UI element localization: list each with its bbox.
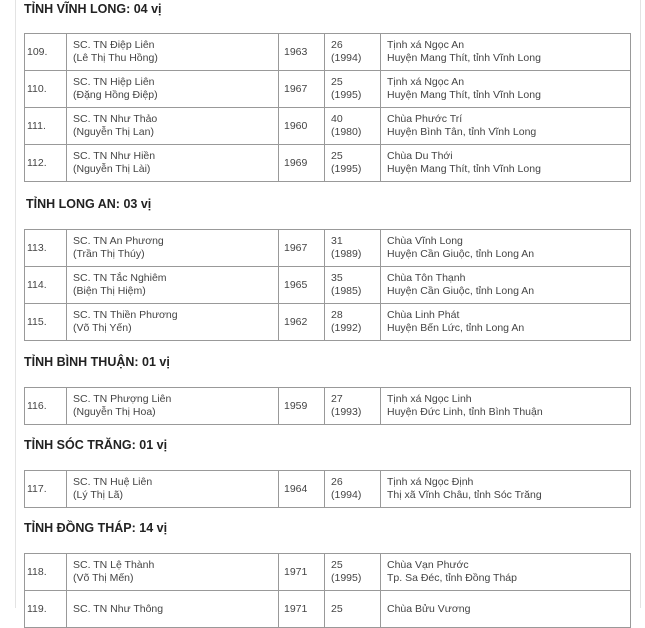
age-cell (325, 304, 381, 341)
lay-name: (Trần Thị Thúy) (73, 248, 145, 260)
nun-name-cell (67, 304, 279, 341)
birth-year: 1967 (279, 71, 325, 108)
nun-name-cell (67, 108, 279, 145)
age-value: 25 (331, 150, 343, 162)
age-cell (325, 71, 381, 108)
age-cell (325, 108, 381, 145)
temple-location: Huyện Bình Tân, tỉnh Vĩnh Long (387, 126, 537, 138)
ordination-year: (1994) (331, 489, 362, 501)
dharma-name: SC. TN Thiền Phương (73, 309, 178, 321)
lay-name: (Võ Thị Yến) (73, 322, 132, 334)
roster-table-dong-thap (24, 553, 631, 628)
ordination-year: (1995) (331, 89, 362, 101)
age-cell (325, 471, 381, 508)
birth-year: 1963 (279, 34, 325, 71)
row-number: 114. (25, 267, 67, 304)
lay-name: (Nguyễn Thị Hoa) (73, 406, 156, 418)
roster-table-vinh-long (24, 33, 631, 182)
age-value: 25 (331, 76, 343, 88)
table-row (25, 591, 631, 628)
temple-name: Chùa Linh Phát (387, 309, 460, 321)
nun-name-cell (67, 267, 279, 304)
ordination-year: (1994) (331, 52, 362, 64)
place-cell (381, 108, 631, 145)
temple-name: Chùa Bửu Vương (387, 602, 471, 615)
lay-name: (Biện Thị Hiệm) (73, 285, 146, 297)
birth-year: 1962 (279, 304, 325, 341)
lay-name: (Nguyễn Thị Lài) (73, 163, 151, 175)
place-cell (381, 554, 631, 591)
age-value: 31 (331, 235, 343, 247)
temple-location: Thị xã Vĩnh Châu, tỉnh Sóc Trăng (387, 489, 542, 501)
place-cell (381, 34, 631, 71)
age-cell (325, 267, 381, 304)
table-row (25, 471, 631, 508)
roster-table-binh-thuan (24, 387, 631, 425)
section-heading-binh-thuan: TỈNH BÌNH THUẬN: 01 vị (24, 355, 170, 369)
dharma-name: SC. TN Điệp Liên (73, 39, 155, 51)
dharma-name: SC. TN Huệ Liên (73, 476, 153, 488)
row-number: 119. (25, 591, 67, 628)
temple-location: Tp. Sa Đéc, tỉnh Đồng Tháp (387, 572, 517, 584)
nun-name-cell (67, 145, 279, 182)
place-cell (381, 145, 631, 182)
birth-year: 1964 (279, 471, 325, 508)
page-left-border (15, 0, 16, 608)
age-cell (325, 230, 381, 267)
place-cell (381, 230, 631, 267)
ordination-year: (1995) (331, 572, 362, 584)
dharma-name: SC. TN Lệ Thành (73, 559, 155, 571)
birth-year: 1971 (279, 554, 325, 591)
nun-name-cell (67, 230, 279, 267)
nun-name-cell (67, 71, 279, 108)
dharma-name: SC. TN Như Thông (73, 602, 164, 615)
birth-year: 1959 (279, 388, 325, 425)
ordination-year: (1993) (331, 406, 362, 418)
nun-name-cell (67, 554, 279, 591)
place-cell (381, 471, 631, 508)
roster-table-soc-trang (24, 470, 631, 508)
section-heading-vinh-long: TỈNH VĨNH LONG: 04 vị (24, 2, 162, 16)
table-row (25, 267, 631, 304)
age-cell (325, 591, 381, 628)
place-cell (381, 388, 631, 425)
temple-location: Huyện Cần Giuộc, tỉnh Long An (387, 248, 535, 260)
row-number: 117. (25, 471, 67, 508)
age-cell (325, 388, 381, 425)
age-cell (325, 554, 381, 591)
nun-name-cell (67, 591, 279, 628)
age-cell (325, 145, 381, 182)
temple-name: Tịnh xá Ngọc Linh (387, 393, 472, 405)
table-row (25, 230, 631, 267)
age-cell (325, 34, 381, 71)
table-row (25, 554, 631, 591)
roster-table-long-an (24, 229, 631, 341)
temple-name: Tịnh xá Ngọc An (387, 39, 465, 51)
section-heading-dong-thap: TỈNH ĐỒNG THÁP: 14 vị (24, 521, 168, 535)
birth-year: 1969 (279, 145, 325, 182)
birth-year: 1967 (279, 230, 325, 267)
temple-name: Chùa Tôn Thạnh (387, 272, 466, 284)
row-number: 113. (25, 230, 67, 267)
row-number: 112. (25, 145, 67, 182)
row-number: 115. (25, 304, 67, 341)
dharma-name: SC. TN Phượng Liên (73, 393, 172, 405)
age-value: 25 (331, 602, 343, 615)
temple-location: Huyện Cần Giuộc, tỉnh Long An (387, 285, 535, 297)
dharma-name: SC. TN Như Thảo (73, 113, 158, 125)
place-cell (381, 304, 631, 341)
place-cell (381, 591, 631, 628)
row-number: 110. (25, 71, 67, 108)
dharma-name: SC. TN Như Hiền (73, 150, 156, 162)
temple-name: Tịnh xá Ngọc An (387, 76, 465, 88)
nun-name-cell (67, 34, 279, 71)
age-value: 25 (331, 559, 343, 571)
temple-name: Tịnh xá Ngọc Định (387, 476, 474, 488)
temple-location: Huyện Đức Linh, tỉnh Bình Thuận (387, 406, 543, 418)
row-number: 111. (25, 108, 67, 145)
temple-name: Chùa Du Thới (387, 150, 453, 162)
ordination-year: (1995) (331, 163, 362, 175)
age-value: 26 (331, 476, 343, 488)
section-heading-soc-trang: TỈNH SÓC TRĂNG: 01 vị (24, 438, 168, 452)
dharma-name: SC. TN Tắc Nghiêm (73, 272, 167, 284)
temple-name: Chùa Vĩnh Long (387, 235, 463, 247)
table-row (25, 145, 631, 182)
temple-location: Huyện Bến Lức, tỉnh Long An (387, 322, 525, 334)
age-value: 28 (331, 309, 343, 321)
table-row (25, 34, 631, 71)
lay-name: (Đặng Hồng Điệp) (73, 89, 158, 101)
ordination-year: (1985) (331, 285, 362, 297)
dharma-name: SC. TN An Phương (73, 235, 164, 247)
birth-year: 1960 (279, 108, 325, 145)
dharma-name: SC. TN Hiệp Liên (73, 76, 155, 88)
table-row (25, 71, 631, 108)
temple-location: Huyện Mang Thít, tỉnh Vĩnh Long (387, 52, 541, 64)
birth-year: 1971 (279, 591, 325, 628)
table-row (25, 304, 631, 341)
table-row (25, 388, 631, 425)
row-number: 118. (25, 554, 67, 591)
nun-name-cell (67, 471, 279, 508)
birth-year: 1965 (279, 267, 325, 304)
temple-location: Huyện Mang Thít, tỉnh Vĩnh Long (387, 163, 541, 175)
temple-location: Huyện Mang Thít, tỉnh Vĩnh Long (387, 89, 541, 101)
ordination-year: (1992) (331, 322, 362, 334)
lay-name: (Nguyễn Thị Lan) (73, 126, 154, 138)
ordination-year: (1989) (331, 248, 362, 260)
row-number: 109. (25, 34, 67, 71)
lay-name: (Lý Thị Lã) (73, 489, 123, 501)
section-heading-long-an: TỈNH LONG AN: 03 vị (26, 197, 152, 211)
age-value: 27 (331, 393, 343, 405)
age-value: 26 (331, 39, 343, 51)
ordination-year: (1980) (331, 126, 362, 138)
temple-name: Chùa Phước Trí (387, 113, 463, 125)
nun-name-cell (67, 388, 279, 425)
temple-name: Chùa Vạn Phước (387, 559, 469, 571)
place-cell (381, 71, 631, 108)
lay-name: (Võ Thị Mến) (73, 572, 134, 584)
lay-name: (Lê Thị Thu Hồng) (73, 52, 158, 64)
age-value: 40 (331, 113, 343, 125)
row-number: 116. (25, 388, 67, 425)
page-right-border (640, 0, 641, 608)
age-value: 35 (331, 272, 343, 284)
place-cell (381, 267, 631, 304)
table-row (25, 108, 631, 145)
